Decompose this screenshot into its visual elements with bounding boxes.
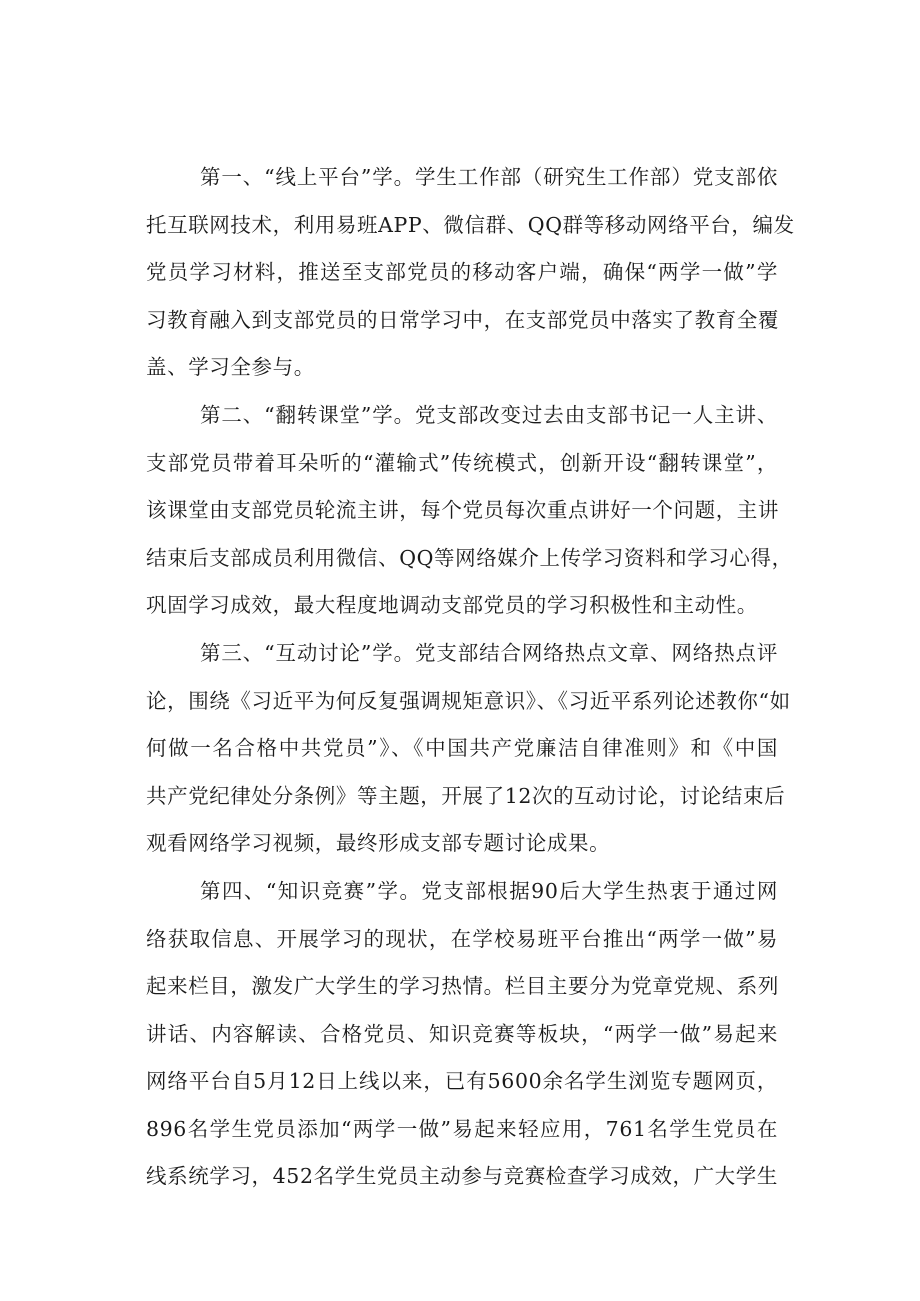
text-line: 896名学生党员添加“两学一做”易起来轻应用，761名学生党员在 [146, 1116, 778, 1141]
document-body [146, 154, 795, 1201]
text-line: 党员学习材料，推送至支部党员的移动客户端，确保“两学一做”学 [146, 260, 778, 285]
text-line: 习教育融入到支部党员的日常学习中，在支部党员中落实了教育全覆 [146, 307, 779, 332]
text-line: 线系统学习，452名学生党员主动参与竞赛检查学习成效，广大学生 [146, 1164, 778, 1189]
text-line: 观看网络学习视频，最终形成支部专题讨论成果。 [146, 831, 611, 856]
text-line: 第一、“线上平台”学。学生工作部（研究生工作部）党支部依 [200, 165, 778, 189]
text-line: 托互联网技术，利用易班APP、微信群、QQ群等移动网络平台，编发 [146, 212, 795, 237]
text-line: 支部党员带着耳朵听的“灌输式”传统模式，创新开设“翻转课堂”， [146, 450, 778, 475]
text-line: 第四、“知识竞赛”学。党支部根据90后大学生热衷于通过网 [200, 878, 778, 903]
text-line: 起来栏目，激发广大学生的学习热情。栏目主要分为党章党规、系列 [146, 974, 779, 999]
text-line: 第二、“翻转课堂”学。党支部改变过去由支部书记一人主讲、 [200, 402, 778, 427]
text-line: 共产党纪律处分条例》等主题，开展了12次的互动讨论，讨论结束后 [146, 783, 786, 808]
paragraph-3 [146, 630, 791, 868]
text-line: 巩固学习成效，最大程度地调动支部党员的学习积极性和主动性。 [146, 593, 758, 618]
text-line: 该课堂由支部党员轮流主讲，每个党员每次重点讲好一个问题，主讲 [146, 498, 779, 523]
paragraph-2 [146, 392, 793, 630]
paragraph-1 [146, 154, 795, 392]
paragraph-4 [146, 868, 778, 1201]
text-line: 何做一名合格中共党员”》、《中国共产党廉洁自律准则》和《中国 [146, 736, 778, 761]
text-line: 讲话、内容解读、合格党员、知识竞赛等板块，“两学一做”易起来 [146, 1021, 778, 1046]
text-line: 网络平台自5月12日上线以来，已有5600余名学生浏览专题网页， [146, 1069, 778, 1094]
text-line: 盖、学习全参与。 [146, 355, 315, 380]
text-line: 结束后支部成员利用微信、QQ等网络媒介上传学习资料和学习心得， [146, 545, 793, 570]
text-line: 络获取信息、开展学习的现状，在学校易班平台推出“两学一做”易 [146, 926, 778, 951]
text-line: 论，围绕《习近平为何反复强调规矩意识》、《习近平系列论述教你“如 [146, 688, 791, 713]
text-line: 第三、“互动讨论”学。党支部结合网络热点文章、网络热点评 [200, 640, 778, 665]
